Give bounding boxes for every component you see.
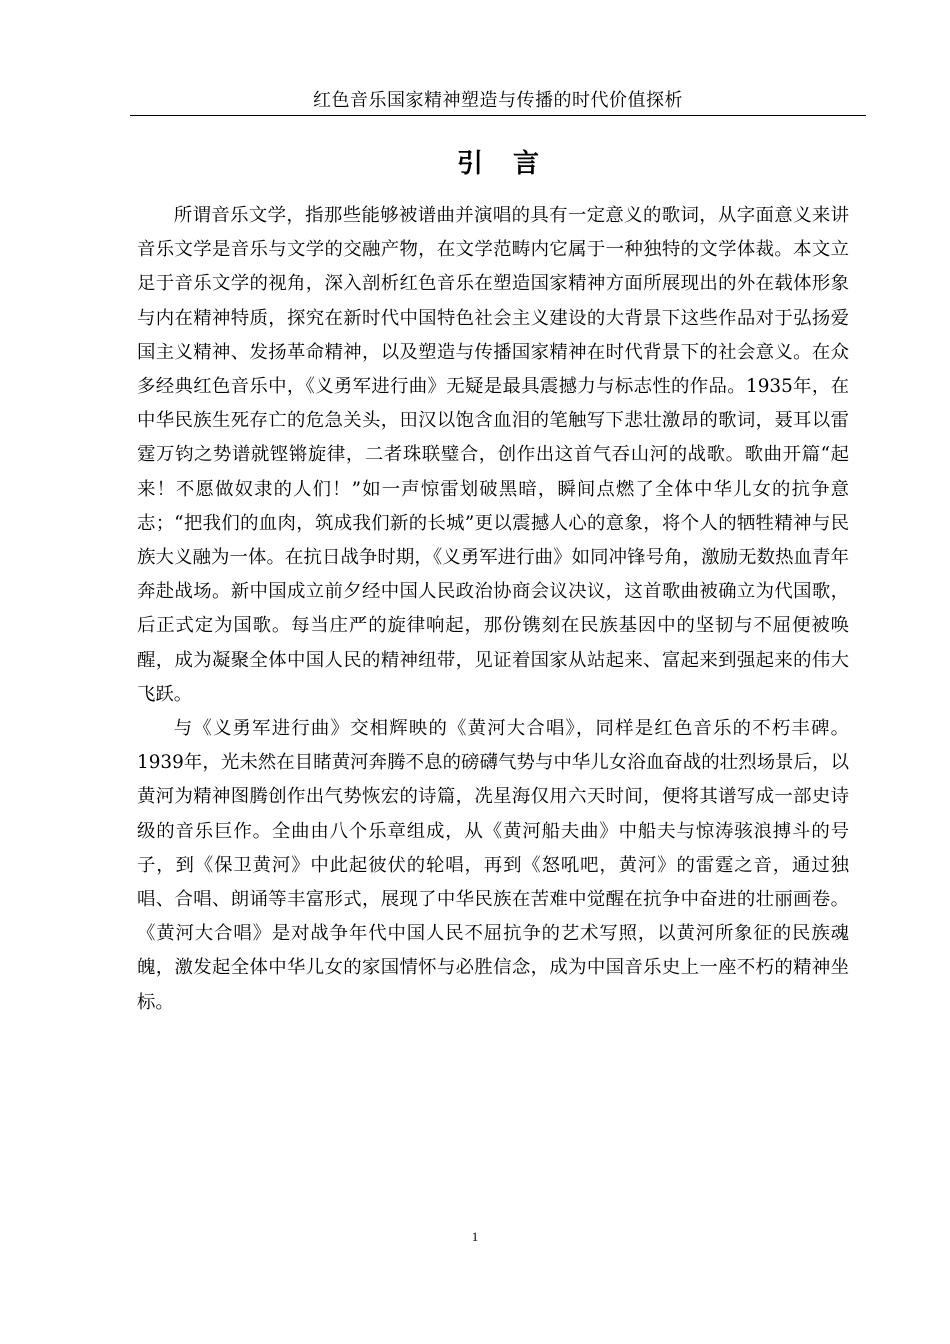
running-header-title: 红色音乐国家精神塑造与传播的时代价值探析 (313, 90, 683, 111)
body-text (137, 199, 849, 1020)
paragraph-2: 与《义勇军进行曲》交相辉映的《黄河大合唱》，同样是红色音乐的不朽丰碑。1939年，光未然在目睹黄河奔腾不息的磅礴气势与中华儿女浴血奋战的壮烈场景后，以黄河为精神图腾创作出气势恢宏的诗篇，冼星海仅用六天时间，便将其谱写成一部史诗级的音乐巨作。全曲由八个乐章组成，从《黄河船夫曲》中船夫与惊涛骇浪搏斗的号子，到《保卫黄河》中此起彼伏的轮唱，再到《怒吼吧，黄河》的雷霆之音，通过独唱、合唱、朗诵等丰富形式，展现了中华民族在苦难中觉醒在抗争中奋进的壮丽画卷。《黄河大合唱》是对战争年代中国人民不屈抗争的艺术写照，以黄河所象征的民族魂魄，激发起全体中华儿女的家国情怀与必胜信念，成为中国音乐史上一座不朽的精神坐标。 (137, 718, 849, 1013)
paragraph-1: 所谓音乐文学，指那些能够被谱曲并演唱的具有一定意义的歌词，从字面意义来讲音乐文学是音乐与文学的交融产物，在文学范畴内它属于一种独特的文学体裁。本文立足于音乐文学的视角，深入剖析红色音乐在塑造国家精神方面所展现出的外在载体形象与内在精神特质，探究在新时代中国特色社会主义建设的大背景下这些作品对于弘扬爱国主义精神、发扬革命精神，以及塑造与传播国家精神在时代背景下的社会意义。在众多经典红色音乐中，《义勇军进行曲》无疑是最具震撼力与标志性的作品。1935年，在中华民族生死存亡的危急关头，田汉以饱含血泪的笔触写下悲壮激昂的歌词，聂耳以雷霆万钧之势谱就铿锵旋律，二者珠联璧合，创作出这首气吞山河的战歌。歌曲开篇“起来！不愿做奴隶的人们！”如一声惊雷划破黑暗，瞬间点燃了全体中华儿女的抗争意志；“把我们的血肉，筑成我们新的长城”更以震撼人心的意象，将个人的牺牲精神与民族大义融为一体。在抗日战争时期，《义勇军进行曲》如同冲锋号角，激励无数热血青年奔赴战场。新中国成立前夕经中国人民政治协商会议决议，这首歌曲被确立为代国歌，后正式定为国歌。每当庄严的旋律响起，那份镌刻在民族基因中的坚韧与不屈便被唤醒，成为凝聚全体中国人民的精神纽带，见证着国家从站起来、富起来到强起来的伟大飞跃。 (137, 205, 849, 705)
section-title: 引言 (456, 149, 569, 179)
header-divider (130, 115, 866, 116)
page-number: 1 (471, 1229, 479, 1244)
